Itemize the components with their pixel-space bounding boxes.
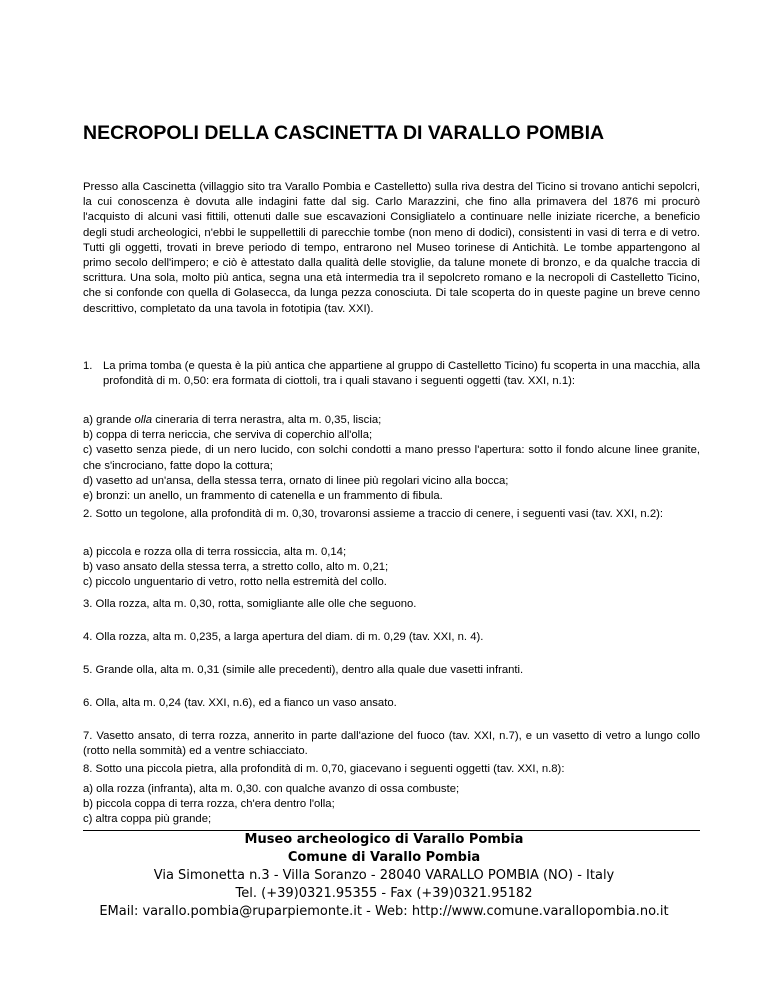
footer-municipality: Comune di Varallo Pombia (287, 850, 481, 865)
item-a-suffix: cineraria di terra nerastra, alta m. 0,35, liscia; (152, 414, 382, 426)
tomb-2-items (83, 545, 700, 591)
tomb-5-description: 5. Grande olla, alta m. 0,31 (simile alle precedenti), dentro alla quale due vasetti infranti. (83, 664, 524, 676)
footer-contacts: EMail: varallo.pombia@ruparpiemonte.it - Web: http://www.comune.varallopombia.no.it (99, 904, 669, 919)
page-title: NECROPOLI DELLA CASCINETTA DI VARALLO POMBIA (83, 122, 605, 144)
tomb-2-item-a: a) piccola e rozza olla di terra rossiccia, alta m. 0,14; (83, 546, 347, 558)
tomb-1-item-c: c) vasetto senza piede, di un nero lucido, con solchi condotti a mano presso l'apertura: sotto il fondo alcune linee granite, che s'incrociano, fatte dopo la cottura; (83, 444, 700, 472)
tomb-1-number: 1. (83, 360, 93, 372)
tomb-1-items (83, 413, 700, 504)
tomb-2-item-b: b) vaso ansato della stessa terra, a stretto collo, alto m. 0,21; (83, 561, 389, 574)
tomb-4-description: 4. Olla rozza, alta m. 0,235, a larga apertura del diam. di m. 0,29 (tav. XXI, n. 4). (83, 631, 484, 643)
tomb-1-description: La prima tomba (e questa è la più antica che appartiene al gruppo di Castelletto Ticino) fu scoperta in una macchia, alla profondità di m. 0,50: era formata di ciottoli, tra i quali stavano i seguenti oggetti (tav. XXI, n.1): (103, 360, 700, 388)
tomb-1-heading (83, 359, 700, 389)
tomb-7-description: 7. Vasetto ansato, di terra rozza, annerito in parte dall'azione del fuoco (tav. XXI, n.7), e un vasetto di vetro a lungo collo (rotto nella sommità) ed a ventre schiacciato. (83, 730, 700, 758)
item-a-emphasis: olla (134, 414, 153, 426)
footer-phone: Tel. (+39)0321.95355 - Fax (+39)0321.95182 (235, 886, 533, 901)
tomb-8-item-b: b) piccola coppa di terra rozza, ch'era dentro l'olla; (83, 798, 335, 811)
footer-address: Via Simonetta n.3 - Villa Soranzo - 28040 VARALLO POMBIA (NO) - Italy (153, 868, 615, 883)
tomb-1-section (83, 359, 700, 389)
item-a-prefix: a) grande (83, 414, 135, 426)
tomb-1-item-e: e) bronzi: un anello, un frammento di catenella e un frammento di fibula. (83, 490, 443, 503)
tomb-1-item-d: d) vasetto ad un'ansa, della stessa terra, ornato di linee più regolari vicino alla bocca; (83, 474, 509, 487)
tomb-2-description: 2. Sotto un tegolone, alla profondità di m. 0,30, trovaronsi assieme a traccio di cenere, i seguenti vasi (tav. XXI, n.2): (83, 508, 664, 520)
tomb-3-description: 3. Olla rozza, alta m. 0,30, rotta, somigliante alle olle che seguono. (83, 598, 417, 610)
tomb-8-item-a: a) olla rozza (infranta), alta m. 0,30. con qualche avanzo di ossa combuste; (83, 783, 460, 795)
footer (60, 831, 708, 921)
tomb-1-item-b: b) coppa di terra nericcia, che serviva di coperchio all'olla; (83, 429, 373, 442)
footer-museum-name: Museo archeologico di Varallo Pombia (244, 832, 524, 847)
tomb-1-item-a (83, 413, 700, 428)
tomb-2-item-c: c) piccolo unguentario di vetro, rotto nella estremità del collo. (83, 576, 387, 589)
intro-paragraph: Presso alla Cascinetta (villaggio sito tra Varallo Pombia e Castelletto) sulla riva destra del Ticino si trovano antichi sepolcri, la cui conoscenza è dovuta alle indagini fatte dal sig. Carlo Marazzini, che fino alla primavera del 1876 mi procurò l'acquisto di alcuni vasi fittili, ottenuti dalle sue escavazioni Consigliatelo a continuare nelle iniziate ricerche, a beneficio degli studi archeologici, n'ebbi le suppellettili di parecchie tombe (non meno di dodici), consistenti in vasi di terra e di vetro. Tutti gli oggetti, trovati in breve periodo di tempo, entrarono nel Museo torinese di Antichità. Le tombe appartengono al primo secolo dell'impero; e ciò è attestato dalla qualità delle stoviglie, da talune monete di bronzo, e da qualche traccia di scrittura. Una sola, molto più antica, segna una età intermedia tra il sepolcreto romano e la necropoli di Castelletto Ticino, che si confonde con quella di Golasecca, da lunga pezza conosciuta. Di tale scoperta do in queste pagine un breve cenno descrittivo, completato da una tavola in fototipia (tav. XXI). (83, 181, 700, 315)
tomb-8-item-c: c) altra coppa più grande; (83, 813, 212, 826)
tomb-6-description: 6. Olla, alta m. 0,24 (tav. XXI, n.6), ed a fianco un vaso ansato. (83, 697, 397, 709)
tomb-8-items (83, 782, 700, 828)
tomb-8-description: 8. Sotto una piccola pietra, alla profondità di m. 0,70, giacevano i seguenti oggetti (tav. XXI, n.8): (83, 763, 565, 775)
